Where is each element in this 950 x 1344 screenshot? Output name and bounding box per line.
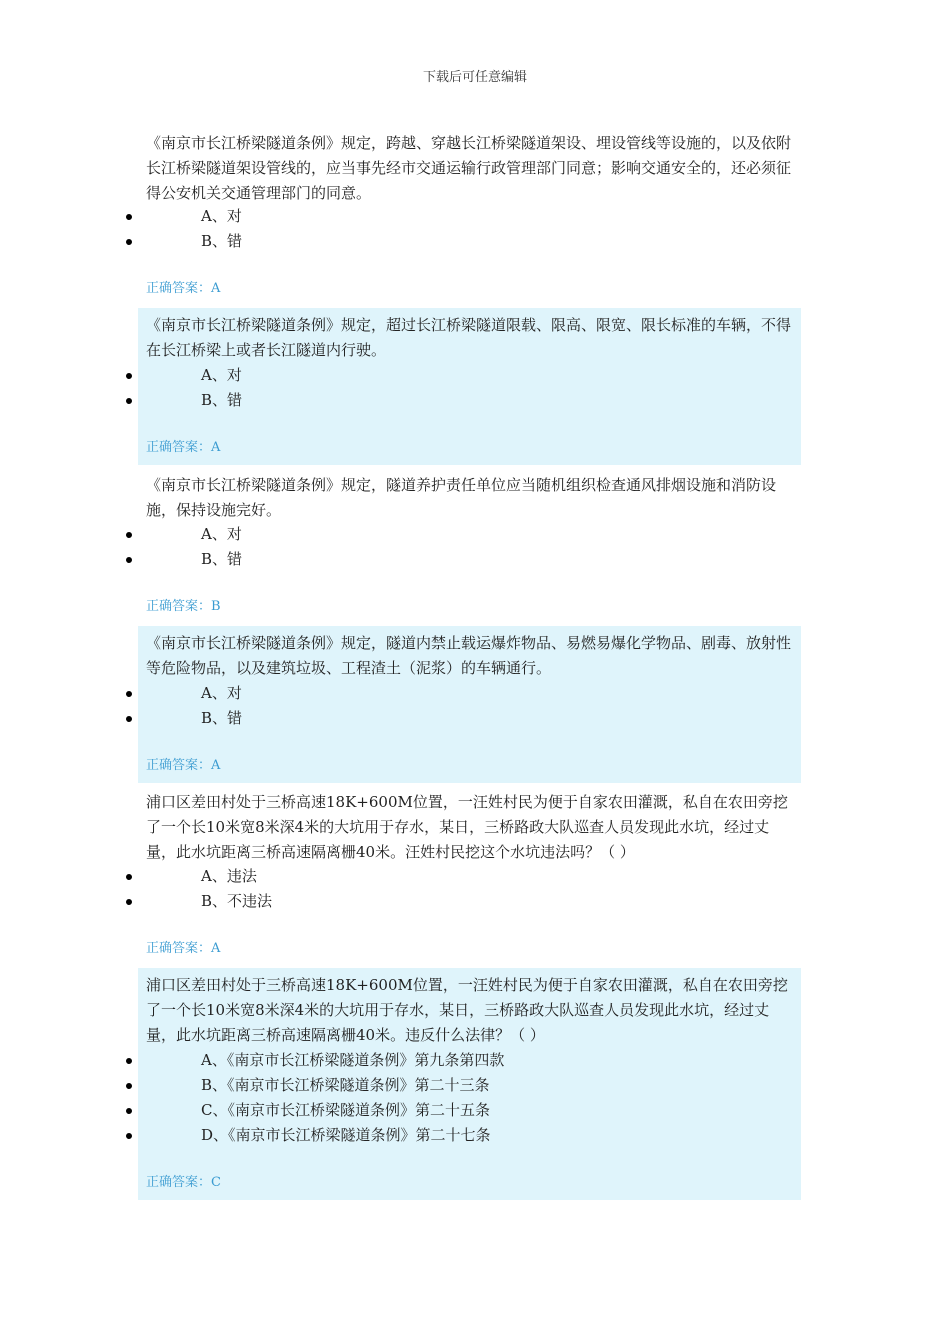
option-label: C、《南京市长江桥梁隧道条例》第二十五条	[201, 1101, 490, 1119]
correct-answer: 正确答案：A	[146, 758, 221, 773]
question-text: 《南京市长江桥梁隧道条例》规定，隧道内禁止载运爆炸物品、易燃易爆化学物品、剧毒、放射性等危险物品，以及建筑垃圾、工程渣土（泥浆）的车辆通行。	[146, 634, 792, 677]
option-label: A、《南京市长江桥梁隧道条例》第九条第四款	[201, 1051, 505, 1069]
question-block	[138, 786, 801, 966]
question-block	[138, 308, 801, 465]
option-label: B、错	[201, 232, 243, 250]
correct-answer: 正确答案：A	[146, 440, 221, 455]
option-label: B、错	[201, 550, 243, 568]
bullet-icon	[126, 899, 132, 905]
bullet-icon	[126, 1083, 132, 1089]
page-header: 下载后可任意编辑	[422, 70, 527, 85]
correct-answer: 正确答案：C	[146, 1175, 221, 1190]
correct-answer: 正确答案：A	[146, 941, 221, 956]
option-label: A、对	[201, 684, 242, 702]
bullet-icon	[126, 1108, 132, 1114]
option-label: A、对	[201, 366, 242, 384]
question-block	[138, 968, 801, 1200]
option-label: A、违法	[201, 867, 257, 885]
question-text: 《南京市长江桥梁隧道条例》规定，隧道养护责任单位应当随机组织检查通风排烟设施和消防设施，保持设施完好。	[146, 476, 777, 519]
bullet-icon	[126, 532, 132, 538]
bullet-icon	[126, 1133, 132, 1139]
bullet-icon	[126, 874, 132, 880]
option-label: B、错	[201, 709, 243, 727]
option-label: B、《南京市长江桥梁隧道条例》第二十三条	[201, 1076, 490, 1094]
bullet-icon	[126, 239, 132, 245]
bullet-icon	[126, 557, 132, 563]
option-label: D、《南京市长江桥梁隧道条例》第二十七条	[201, 1126, 491, 1144]
option-label: A、对	[201, 207, 242, 225]
option-label: B、不违法	[201, 892, 273, 910]
bullet-icon	[126, 691, 132, 697]
question-text: 《南京市长江桥梁隧道条例》规定，超过长江桥梁隧道限载、限高、限宽、限长标准的车辆，不得在长江桥梁上或者长江隧道内行驶。	[146, 316, 792, 359]
correct-answer: 正确答案：A	[146, 281, 221, 296]
option-label: A、对	[201, 525, 242, 543]
question-block	[138, 626, 801, 783]
bullet-icon	[126, 373, 132, 379]
question-text: 《南京市长江桥梁隧道条例》规定，跨越、穿越长江桥梁隧道架设、埋设管线等设施的，以及依附长江桥梁隧道架设管线的，应当事先经市交通运输行政管理部门同意；影响交通安全的，还必须征得公安机关交通管理部门的同意。	[146, 134, 792, 202]
bullet-icon	[126, 1058, 132, 1064]
question-text: 浦口区差田村处于三桥高速18K+600M位置，一汪姓村民为便于自家农田灌溉，私自在农田旁挖了一个长10米宽8米深4米的大坑用于存水，某日，三桥路政大队巡查人员发现此水坑，经过丈量，此水坑距离三桥高速隔离栅40米。违反什么法律？（ ）	[146, 976, 788, 1044]
bullet-icon	[126, 214, 132, 220]
question-block	[138, 468, 801, 625]
bullet-icon	[126, 716, 132, 722]
bullet-icon	[126, 398, 132, 404]
correct-answer: 正确答案：B	[146, 599, 221, 614]
question-text: 浦口区差田村处于三桥高速18K+600M位置，一汪姓村民为便于自家农田灌溉，私自在农田旁挖了一个长10米宽8米深4米的大坑用于存水，某日，三桥路政大队巡查人员发现此水坑，经过丈量，此水坑距离三桥高速隔离栅40米。汪姓村民挖这个水坑违法吗？（ ）	[146, 793, 788, 861]
option-label: B、错	[201, 391, 243, 409]
question-block	[138, 131, 801, 303]
